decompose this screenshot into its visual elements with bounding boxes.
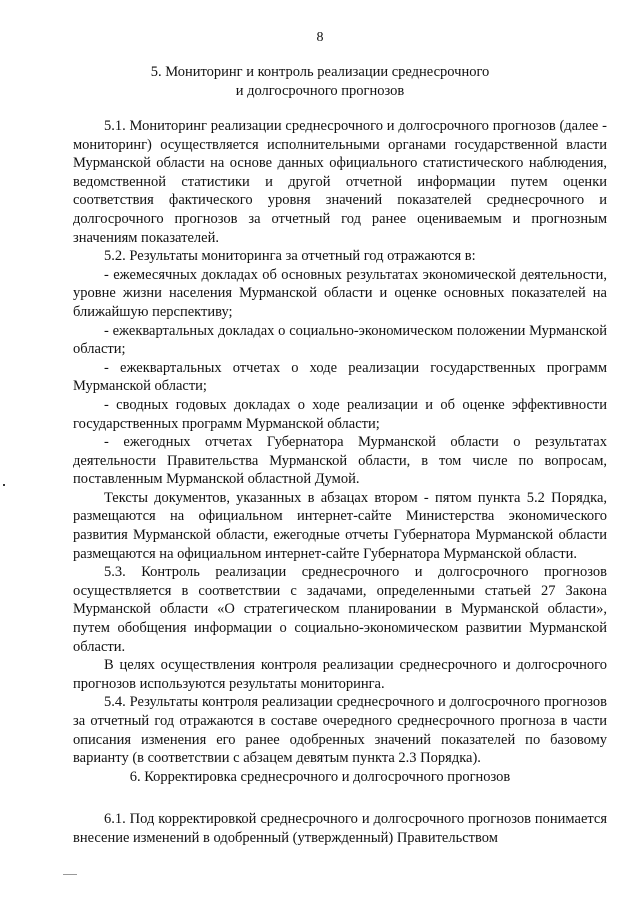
scan-speck [3,484,5,486]
page-number: 8 [316,30,324,45]
section-5-heading-line-2: и долгосрочного прогнозов [235,83,405,99]
paragraph-5-2: 5.2. Результаты мониторинга за отчетный год отражаются в: [104,248,476,265]
list-item-annual-summary-reports: - сводных годовых докладах о ходе реализации и об оценке эффективности государственных программ Мурманской области; [73,396,607,432]
paragraph-6-1: 6.1. Под корректировкой среднесрочного и долгосрочного прогнозов понимается внесение изменений в одобренный (утвержденный) Правительством [73,811,607,846]
section-6-body [73,810,607,847]
paragraph-5-4: 5.4. Результаты контроля реализации среднесрочного и долгосрочного прогнозов за отчетный год отражаются в составе очередного среднесрочного прогноза в части описания изменения его ранее одобренных значений показателей по базовому варианту (в соответствии с абзацем девятым пункта 2.3 Порядка). [73,694,607,767]
paragraph-5-3: 5.3. Контроль реализации среднесрочного и долгосрочного прогнозов осуществляется в соответствии с задачами, определенными статьей 27 Закона Мурманской области «О стратегическом планировании в Мурманской области», путем обобщения информации о социально-экономическом развитии Мурманской области. [73,564,607,655]
section-5-heading-line-1: 5. Мониторинг и контроль реализации среднесрочного [150,64,490,80]
paragraph-monitoring-use: В целях осуществления контроля реализации среднесрочного и долгосрочного прогнозов используются результаты мониторинга. [73,657,607,692]
paragraph-document-publication: Тексты документов, указанных в абзацах втором - пятом пункта 5.2 Порядка, размещаются на официальном интернет-сайте Министерства экономического развития Мурманской области, ежегодные отчеты Губернатора Мурманской области размещаются на официальном интернет-сайте Губернатора Мурманской области. [73,489,607,562]
section-5-body [73,117,607,768]
scan-mark [63,874,77,875]
list-item-quarterly-reports: - ежеквартальных докладах о социально-экономическом положении Мурманской области; [73,322,607,358]
list-item-quarterly-program-reports: - ежеквартальных отчетах о ходе реализации государственных программ Мурманской области; [73,359,607,395]
list-item-governor-annual-reports: - ежегодных отчетах Губернатора Мурманской области о результатах деятельности Правительства Мурманской области, в том числе по вопросам, поставленным Мурманской областной Думой. [73,434,607,488]
section-5-heading [0,63,640,101]
list-item-monthly-reports: - ежемесячных докладах об основных результатах экономической деятельности, уровне жизни населения Мурманской области и оценке основных показателей на ближайшую перспективу; [73,266,607,320]
section-6-heading-line: 6. Корректировка среднесрочного и долгосрочного прогнозов [129,769,511,785]
section-6-heading [0,768,640,787]
paragraph-5-1: 5.1. Мониторинг реализации среднесрочного и долгосрочного прогнозов (далее - мониторинг) осуществляется исполнительными органами государственной власти Мурманской области на основе данных официального статистического наблюдения, ведомственной статистики и другой отчетной информации путем оценки соответствия фактического уровня значений показателей среднесрочного и долгосрочного прогнозов за отчетный год ранее оцениваемым и прогнозным значениям показателей. [73,118,607,246]
